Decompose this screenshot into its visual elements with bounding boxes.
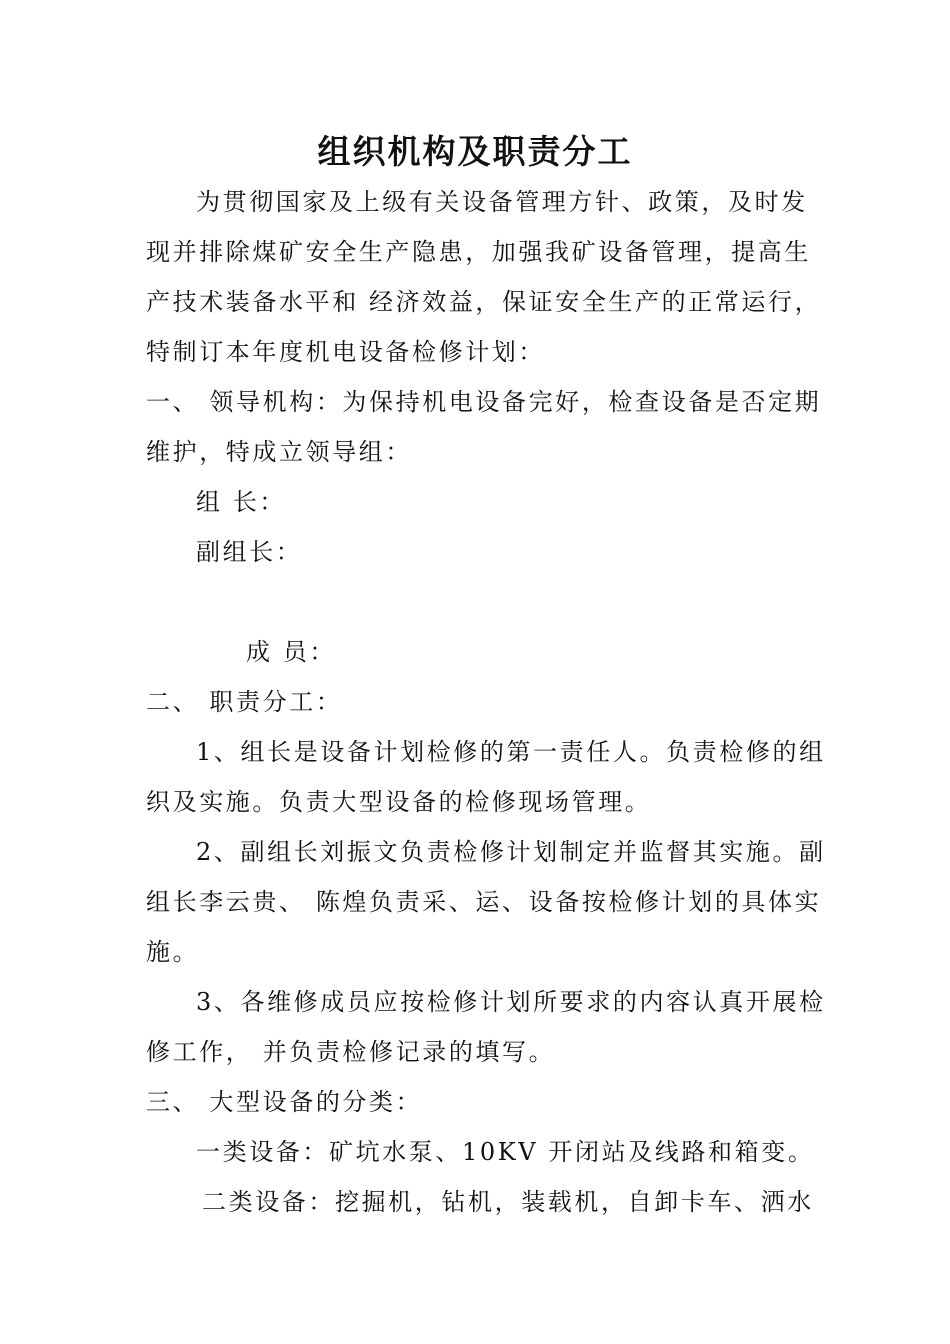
paragraph-line: 3、各维修成员应按检修计划所要求的内容认真开展检	[196, 988, 826, 1016]
paragraph-line: 织及实施。负责大型设备的检修现场管理。	[146, 788, 652, 816]
section-heading: 三、 大型设备的分类：	[146, 1088, 423, 1116]
paragraph-line: 修工作， 并负责检修记录的填写。	[146, 1038, 556, 1066]
members-label: 成 员：	[246, 638, 337, 666]
paragraph-line: 2、副组长刘振文负责检修计划制定并监督其实施。副	[196, 838, 826, 866]
section-heading: 二、 职责分工：	[146, 688, 343, 716]
paragraph-line: 产技术装备水平和 经济效益，保证安全生产的正常运行，	[146, 288, 822, 316]
paragraph-line: 一类设备：矿坑水泵、10KV 开闭站及线路和箱变。	[196, 1138, 815, 1166]
section-heading: 一、 领导机构：为保持机电设备完好，检查设备是否定期	[146, 388, 822, 416]
leader-label: 组 长：	[196, 488, 287, 516]
paragraph-line: 为贯彻国家及上级有关设备管理方针、政策，及时发	[196, 188, 808, 216]
paragraph-line: 现并排除煤矿安全生产隐患，加强我矿设备管理，提高生	[146, 238, 811, 266]
paragraph-line: 维护，特成立领导组：	[146, 438, 412, 466]
paragraph-line: 1、组长是设备计划检修的第一责任人。负责检修的组	[196, 738, 826, 766]
deputy-leader-label: 副组长：	[196, 538, 303, 566]
paragraph-line: 特制订本年度机电设备检修计划：	[146, 338, 545, 366]
paragraph-line: 施。	[146, 938, 200, 966]
paragraph-line: 组长李云贵、 陈煌负责采、运、设备按检修计划的具体实	[146, 888, 822, 916]
document-title: 组织机构及职责分工	[317, 132, 633, 171]
paragraph-line: 二类设备：挖掘机，钻机，装载机，自卸卡车、洒水	[202, 1188, 814, 1216]
